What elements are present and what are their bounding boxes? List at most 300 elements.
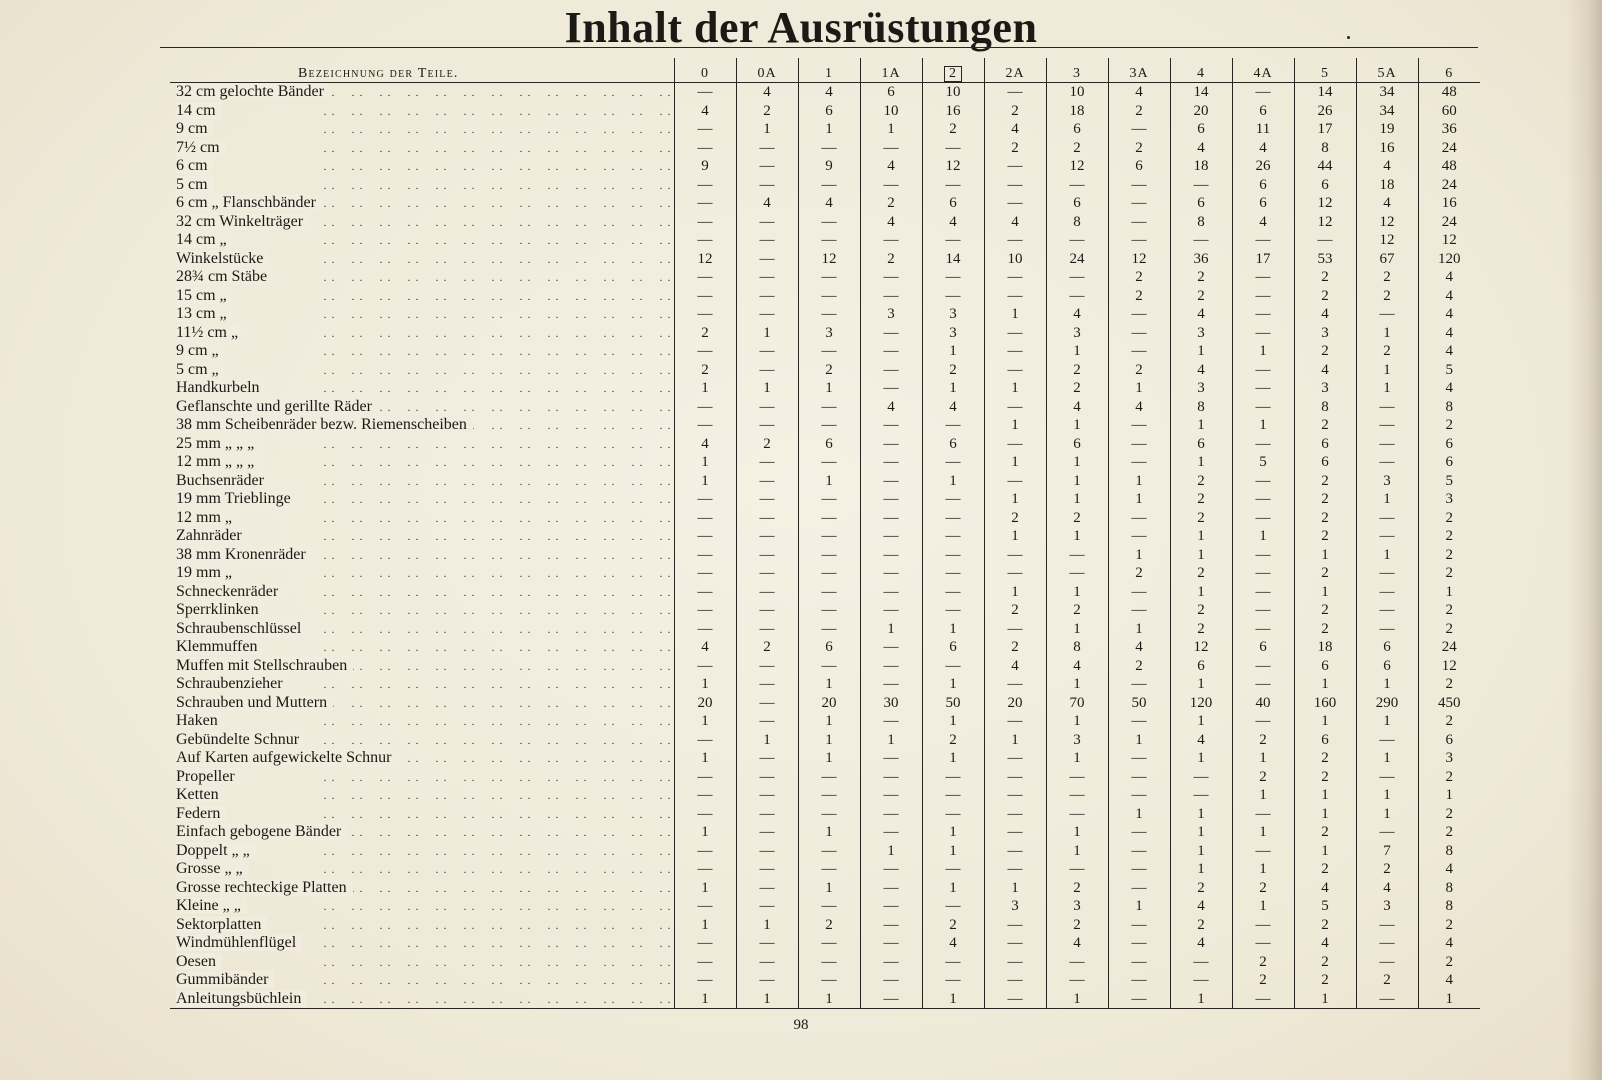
quantity-cell: 8	[1418, 398, 1480, 417]
quantity-cell: 3	[922, 324, 984, 343]
quantity-cell: 1	[984, 490, 1046, 509]
table-header-row	[170, 58, 1480, 83]
part-name: Windmühlenflügel	[176, 934, 302, 951]
quantity-cell: 2	[1294, 823, 1356, 842]
part-name: 25 mm „ „ „	[176, 435, 260, 452]
quantity-cell: 4	[1046, 305, 1108, 324]
quantity-cell: 1	[1356, 675, 1418, 694]
part-name: Federn	[176, 805, 226, 822]
part-name: 12 mm „ „ „	[176, 453, 260, 470]
quantity-cell: 1	[1170, 416, 1232, 435]
quantity-cell: 6	[1170, 120, 1232, 139]
quantity-cell: 6	[1046, 435, 1108, 454]
quantity-cell: 6	[1108, 157, 1170, 176]
contents-table	[170, 58, 1480, 1009]
part-name: Kleine „ „	[176, 897, 247, 914]
quantity-cell: 2	[1294, 342, 1356, 361]
quantity-cell: —	[922, 971, 984, 990]
quantity-cell: 120	[1418, 250, 1480, 269]
quantity-cell: 5	[1418, 361, 1480, 380]
quantity-cell: 1	[1356, 490, 1418, 509]
quantity-cell: —	[736, 823, 798, 842]
quantity-cell: 3	[1418, 749, 1480, 768]
quantity-cell: —	[860, 749, 922, 768]
quantity-cell: 2	[922, 916, 984, 935]
quantity-cell: 44	[1294, 157, 1356, 176]
part-name-cell	[170, 805, 674, 824]
quantity-cell: 1	[736, 324, 798, 343]
quantity-cell: —	[922, 416, 984, 435]
quantity-cell: —	[922, 490, 984, 509]
quantity-cell: —	[798, 287, 860, 306]
table-row	[170, 805, 1480, 824]
quantity-cell: 1	[1232, 527, 1294, 546]
quantity-cell: 6	[1356, 638, 1418, 657]
quantity-cell: 3	[1418, 490, 1480, 509]
quantity-cell: 4	[1418, 268, 1480, 287]
quantity-cell: —	[922, 139, 984, 158]
quantity-cell: 2	[1170, 287, 1232, 306]
quantity-cell: 1	[1294, 583, 1356, 602]
part-name-cell	[170, 897, 674, 916]
quantity-cell: 2	[1294, 268, 1356, 287]
quantity-cell: —	[736, 860, 798, 879]
quantity-cell: —	[736, 472, 798, 491]
quantity-cell: —	[984, 83, 1046, 102]
quantity-cell: —	[984, 823, 1046, 842]
quantity-cell: 2	[1294, 472, 1356, 491]
quantity-cell: 4	[984, 120, 1046, 139]
quantity-cell: 24	[1418, 139, 1480, 158]
quantity-cell: 2	[1294, 916, 1356, 935]
quantity-cell: 1	[1170, 805, 1232, 824]
quantity-cell: —	[1232, 916, 1294, 935]
quantity-cell: 10	[860, 102, 922, 121]
part-name-cell	[170, 361, 674, 380]
quantity-cell: —	[1232, 842, 1294, 861]
table-row	[170, 120, 1480, 139]
quantity-cell: 2	[1108, 268, 1170, 287]
quantity-cell: 2	[1294, 768, 1356, 787]
quantity-cell: —	[1356, 527, 1418, 546]
part-name-cell	[170, 194, 674, 213]
quantity-cell: 4	[674, 638, 736, 657]
quantity-cell: —	[1108, 305, 1170, 324]
quantity-cell: —	[1046, 546, 1108, 565]
quantity-cell: 4	[1170, 897, 1232, 916]
quantity-cell: 1	[860, 120, 922, 139]
quantity-cell: 1	[674, 379, 736, 398]
column-header-set: 1	[798, 58, 860, 83]
quantity-cell: 18	[1170, 157, 1232, 176]
part-name-cell	[170, 546, 674, 565]
quantity-cell: 16	[922, 102, 984, 121]
quantity-cell: 2	[1294, 416, 1356, 435]
quantity-cell: —	[922, 583, 984, 602]
part-name: Propeller	[176, 768, 241, 785]
quantity-cell: 1	[1232, 897, 1294, 916]
part-name: 5 cm	[176, 176, 214, 193]
quantity-cell: 1	[736, 916, 798, 935]
quantity-cell: 17	[1294, 120, 1356, 139]
table-row	[170, 176, 1480, 195]
quantity-cell: —	[922, 657, 984, 676]
quantity-cell: —	[1356, 934, 1418, 953]
quantity-cell: —	[798, 546, 860, 565]
quantity-cell: —	[1108, 971, 1170, 990]
quantity-cell: —	[1108, 583, 1170, 602]
quantity-cell: 2	[1418, 527, 1480, 546]
part-name: 6 cm „ Flanschbänder	[176, 194, 322, 211]
quantity-cell: —	[736, 620, 798, 639]
table-row	[170, 250, 1480, 269]
quantity-cell: 2	[736, 102, 798, 121]
quantity-cell: —	[984, 934, 1046, 953]
quantity-cell: —	[922, 527, 984, 546]
table-row	[170, 768, 1480, 787]
quantity-cell: —	[922, 953, 984, 972]
quantity-cell: 1	[736, 379, 798, 398]
quantity-cell: —	[674, 897, 736, 916]
table-row	[170, 398, 1480, 417]
quantity-cell: 1	[798, 731, 860, 750]
quantity-cell: —	[1294, 231, 1356, 250]
quantity-cell: —	[674, 601, 736, 620]
table-row	[170, 916, 1480, 935]
quantity-cell: 4	[1294, 934, 1356, 953]
quantity-cell: 6	[798, 102, 860, 121]
quantity-cell: 1	[1046, 527, 1108, 546]
quantity-cell: —	[674, 416, 736, 435]
quantity-cell: 8	[1418, 879, 1480, 898]
part-name-cell	[170, 712, 674, 731]
quantity-cell: 1	[922, 990, 984, 1009]
quantity-cell: 24	[1418, 638, 1480, 657]
part-name-cell	[170, 83, 674, 102]
quantity-cell: 1	[674, 916, 736, 935]
quantity-cell: 60	[1418, 102, 1480, 121]
table-row	[170, 583, 1480, 602]
quantity-cell: —	[798, 897, 860, 916]
quantity-cell: —	[736, 287, 798, 306]
quantity-cell: 1	[1046, 712, 1108, 731]
quantity-cell: 1	[674, 749, 736, 768]
quantity-cell: 2	[1356, 971, 1418, 990]
quantity-cell: 24	[1046, 250, 1108, 269]
quantity-cell: 1	[736, 990, 798, 1009]
quantity-cell: 1	[1294, 990, 1356, 1009]
quantity-cell: 4	[1294, 361, 1356, 380]
quantity-cell: 12	[1356, 231, 1418, 250]
quantity-cell: 1	[674, 675, 736, 694]
quantity-cell: 1	[798, 712, 860, 731]
quantity-cell: 9	[798, 157, 860, 176]
part-name-cell	[170, 102, 674, 121]
column-header-set: 0	[674, 58, 736, 83]
quantity-cell: —	[984, 231, 1046, 250]
quantity-cell: —	[736, 416, 798, 435]
quantity-cell: 1	[674, 990, 736, 1009]
quantity-cell: 4	[1170, 934, 1232, 953]
quantity-cell: 1	[1294, 712, 1356, 731]
quantity-cell: —	[798, 786, 860, 805]
part-name: Schneckenräder	[176, 583, 284, 600]
table-row	[170, 268, 1480, 287]
part-name: Schraubenschlüssel	[176, 620, 307, 637]
table-row	[170, 305, 1480, 324]
quantity-cell: 120	[1170, 694, 1232, 713]
part-name: 38 mm Kronenräder	[176, 546, 312, 563]
quantity-cell: 2	[674, 361, 736, 380]
quantity-cell: 30	[860, 694, 922, 713]
quantity-cell: —	[736, 749, 798, 768]
quantity-cell: —	[736, 675, 798, 694]
quantity-cell: 12	[1046, 157, 1108, 176]
quantity-cell: 1	[1046, 342, 1108, 361]
quantity-cell: —	[1108, 213, 1170, 232]
column-header-set: 5	[1294, 58, 1356, 83]
part-name: Gummibänder	[176, 971, 274, 988]
part-name: Geflanschte und gerillte Räder	[176, 398, 378, 415]
quantity-cell: —	[860, 805, 922, 824]
table-body	[170, 83, 1480, 1009]
quantity-cell: —	[1108, 842, 1170, 861]
quantity-cell: —	[860, 564, 922, 583]
quantity-cell: 2	[1046, 601, 1108, 620]
quantity-cell: —	[922, 268, 984, 287]
quantity-cell: —	[860, 934, 922, 953]
quantity-cell: —	[1232, 934, 1294, 953]
quantity-cell: 1	[1170, 583, 1232, 602]
quantity-cell: 67	[1356, 250, 1418, 269]
quantity-cell: —	[1108, 120, 1170, 139]
quantity-cell: —	[674, 860, 736, 879]
part-name-cell	[170, 879, 674, 898]
quantity-cell: —	[1356, 435, 1418, 454]
quantity-cell: —	[1108, 601, 1170, 620]
quantity-cell: 2	[1418, 805, 1480, 824]
quantity-cell: 1	[922, 749, 984, 768]
quantity-cell: 8	[1046, 213, 1108, 232]
quantity-cell: —	[984, 194, 1046, 213]
quantity-cell: —	[1108, 194, 1170, 213]
quantity-cell: 2	[1170, 268, 1232, 287]
quantity-cell: —	[1108, 712, 1170, 731]
quantity-cell: —	[674, 971, 736, 990]
quantity-cell: —	[860, 971, 922, 990]
quantity-cell: 2	[1418, 916, 1480, 935]
quantity-cell: —	[736, 268, 798, 287]
quantity-cell: 2	[860, 250, 922, 269]
quantity-cell: —	[860, 176, 922, 195]
quantity-cell: 10	[984, 250, 1046, 269]
column-header-set: 6	[1418, 58, 1480, 83]
quantity-cell: 40	[1232, 694, 1294, 713]
quantity-cell: 1	[984, 305, 1046, 324]
quantity-cell: —	[736, 213, 798, 232]
quantity-cell: —	[984, 768, 1046, 787]
quantity-cell: —	[1108, 860, 1170, 879]
quantity-cell: 1	[798, 675, 860, 694]
quantity-cell: —	[736, 897, 798, 916]
quantity-cell: —	[1232, 287, 1294, 306]
part-name-cell	[170, 472, 674, 491]
quantity-cell: —	[736, 786, 798, 805]
quantity-cell: 1	[922, 675, 984, 694]
table-row	[170, 139, 1480, 158]
quantity-cell: —	[922, 601, 984, 620]
quantity-cell: 2	[1294, 953, 1356, 972]
quantity-cell: 1	[1046, 675, 1108, 694]
column-header-set	[922, 58, 984, 83]
quantity-cell: 2	[984, 601, 1046, 620]
quantity-cell: 1	[1170, 749, 1232, 768]
quantity-cell: 1	[860, 731, 922, 750]
quantity-cell: 1	[1046, 990, 1108, 1009]
quantity-cell: 1	[1046, 823, 1108, 842]
quantity-cell: —	[1356, 564, 1418, 583]
quantity-cell: 6	[1418, 731, 1480, 750]
part-name-cell	[170, 527, 674, 546]
table-row	[170, 712, 1480, 731]
quantity-cell: —	[922, 897, 984, 916]
quantity-cell: 18	[1356, 176, 1418, 195]
quantity-cell: —	[736, 601, 798, 620]
quantity-cell: —	[1232, 472, 1294, 491]
part-name: Haken	[176, 712, 224, 729]
quantity-cell: 6	[1170, 657, 1232, 676]
table-row	[170, 342, 1480, 361]
quantity-cell: 1	[984, 453, 1046, 472]
part-name: Handkurbeln	[176, 379, 266, 396]
quantity-cell: 1	[1170, 823, 1232, 842]
quantity-cell: —	[736, 527, 798, 546]
quantity-cell: 2	[1046, 139, 1108, 158]
quantity-cell: —	[1356, 953, 1418, 972]
table-row	[170, 860, 1480, 879]
quantity-cell: —	[798, 398, 860, 417]
quantity-cell: 36	[1170, 250, 1232, 269]
quantity-cell: —	[984, 712, 1046, 731]
quantity-cell: —	[1108, 934, 1170, 953]
quantity-cell: —	[984, 749, 1046, 768]
quantity-cell: —	[674, 120, 736, 139]
quantity-cell: 2	[1170, 879, 1232, 898]
quantity-cell: —	[1108, 675, 1170, 694]
table-row	[170, 453, 1480, 472]
quantity-cell: —	[674, 398, 736, 417]
quantity-cell: 4	[1108, 398, 1170, 417]
part-name-cell	[170, 971, 674, 990]
quantity-cell: 1	[860, 620, 922, 639]
part-name: 19 mm „	[176, 564, 238, 581]
quantity-cell: 4	[674, 102, 736, 121]
quantity-cell: 290	[1356, 694, 1418, 713]
quantity-cell: —	[984, 916, 1046, 935]
quantity-cell: —	[1108, 342, 1170, 361]
quantity-cell: —	[1232, 231, 1294, 250]
quantity-cell: 1	[922, 712, 984, 731]
quantity-cell: 1	[922, 342, 984, 361]
part-name: 32 cm gelochte Bänder	[176, 83, 330, 100]
part-name-cell	[170, 823, 674, 842]
quantity-cell: 19	[1356, 120, 1418, 139]
part-name-cell	[170, 324, 674, 343]
quantity-cell: 4	[798, 83, 860, 102]
quantity-cell: —	[798, 213, 860, 232]
quantity-cell: 3	[1294, 324, 1356, 343]
quantity-cell: 3	[1294, 379, 1356, 398]
quantity-cell: —	[922, 564, 984, 583]
quantity-cell: 2	[1356, 287, 1418, 306]
quantity-cell: 4	[984, 213, 1046, 232]
quantity-cell: 2	[798, 361, 860, 380]
quantity-cell: —	[736, 176, 798, 195]
quantity-cell: —	[736, 583, 798, 602]
quantity-cell: —	[1232, 509, 1294, 528]
quantity-cell: —	[860, 583, 922, 602]
quantity-cell: —	[922, 860, 984, 879]
part-name-cell	[170, 287, 674, 306]
quantity-cell: 1	[1232, 823, 1294, 842]
quantity-cell: 2	[1108, 139, 1170, 158]
quantity-cell: 4	[1356, 194, 1418, 213]
quantity-cell: 1	[1046, 416, 1108, 435]
quantity-cell: —	[1356, 768, 1418, 787]
quantity-cell: 3	[860, 305, 922, 324]
quantity-cell: 1	[922, 823, 984, 842]
quantity-cell: 1	[674, 823, 736, 842]
quantity-cell: —	[736, 342, 798, 361]
part-name: Oesen	[176, 953, 222, 970]
quantity-cell: 2	[1232, 768, 1294, 787]
table-row	[170, 490, 1480, 509]
quantity-cell: —	[984, 287, 1046, 306]
quantity-cell: 160	[1294, 694, 1356, 713]
quantity-cell: —	[1046, 564, 1108, 583]
quantity-cell: 2	[1294, 509, 1356, 528]
table-row	[170, 83, 1480, 102]
quantity-cell: 1	[1170, 990, 1232, 1009]
quantity-cell: —	[736, 694, 798, 713]
quantity-cell: 4	[1170, 361, 1232, 380]
part-name: 12 mm „	[176, 509, 238, 526]
quantity-cell: —	[860, 379, 922, 398]
quantity-cell: —	[1232, 435, 1294, 454]
quantity-cell: 48	[1418, 157, 1480, 176]
quantity-cell: 4	[798, 194, 860, 213]
quantity-cell: 48	[1418, 83, 1480, 102]
quantity-cell: —	[1170, 231, 1232, 250]
quantity-cell: —	[860, 990, 922, 1009]
quantity-cell: —	[674, 842, 736, 861]
table-row	[170, 879, 1480, 898]
quantity-cell: —	[984, 953, 1046, 972]
quantity-cell: —	[1108, 879, 1170, 898]
quantity-cell: —	[798, 971, 860, 990]
quantity-cell: 34	[1356, 83, 1418, 102]
table-row	[170, 564, 1480, 583]
quantity-cell: 12	[1294, 194, 1356, 213]
quantity-cell: 6	[1294, 435, 1356, 454]
quantity-cell: 1	[1046, 583, 1108, 602]
quantity-cell: —	[1046, 860, 1108, 879]
quantity-cell: —	[1356, 453, 1418, 472]
quantity-cell: —	[984, 786, 1046, 805]
quantity-cell: —	[1046, 786, 1108, 805]
quantity-cell: 2	[674, 324, 736, 343]
quantity-cell: —	[1356, 583, 1418, 602]
